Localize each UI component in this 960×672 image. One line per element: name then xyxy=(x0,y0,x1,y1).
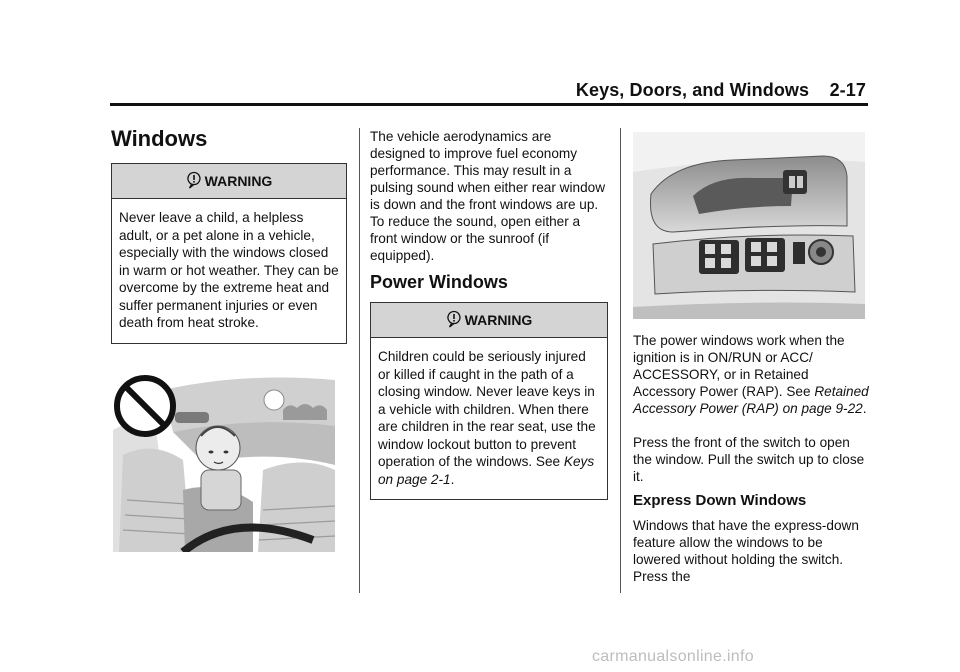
power-windows-paragraph: The power windows work when the ignition is in ON/RUN or ACC/ ACCESSORY, or in Retained Accessory Power (RAP). See Retained Accessory Power (RAP) on page 9-22. xyxy=(633,333,869,416)
switch-operation-paragraph: Press the front of the switch to open the window. Pull the switch up to close it. xyxy=(633,435,865,484)
warning-label: WARNING xyxy=(464,312,533,328)
header-title: Keys, Doors, and Windows 2-17 xyxy=(575,80,866,100)
prohibited-child-in-car-icon xyxy=(113,370,335,552)
column-divider xyxy=(620,128,621,593)
warning-header xyxy=(112,164,346,199)
column-divider xyxy=(359,128,360,593)
express-down-paragraph: Windows that have the express-down feature allow the windows to be lowered without holding the switch. Press the xyxy=(633,518,859,584)
warning-box xyxy=(370,302,608,500)
warning-icon xyxy=(186,171,202,189)
warning-label: WARNING xyxy=(204,173,273,189)
warning-header xyxy=(371,303,607,338)
door-window-switch-panel-icon xyxy=(633,132,865,319)
watermark: carmanualsonline.info xyxy=(592,648,754,665)
page-number: 2-17 xyxy=(829,80,866,100)
warning-icon xyxy=(446,310,462,328)
cross-reference-link[interactable]: Keys on page 2-1 xyxy=(378,454,595,487)
section-title-power-windows: Power Windows xyxy=(370,272,508,292)
section-title-windows: Windows xyxy=(111,126,208,151)
page-header xyxy=(110,80,868,106)
warning-box xyxy=(111,163,347,344)
intro-paragraph: The vehicle aerodynamics are designed to improve fuel economy performance. This may result in a pulsing sound when either rear window is down and the front windows are up. To reduce the sound, open either a front window or the sunroof (if equipped). xyxy=(370,129,606,263)
cross-reference-link[interactable]: Retained Accessory Power (RAP) on page 9-22 xyxy=(633,384,869,416)
warning-text: Never leave a child, a helpless adult, or a pet alone in a vehicle, especially with the windows closed in warm or hot weather. They can be overcome by the extreme heat and suffer permanent injuries or even death from heat stroke. xyxy=(119,210,339,330)
warning-text: Children could be seriously injured or killed if caught in the path of a closing window. Never leave keys in a vehicle with children. When there are children in the rear seat, use the window lockout button to prevent operation of the windows. See Keys on page 2-1. xyxy=(378,349,596,487)
subsection-title-express-down: Express Down Windows xyxy=(633,492,807,509)
